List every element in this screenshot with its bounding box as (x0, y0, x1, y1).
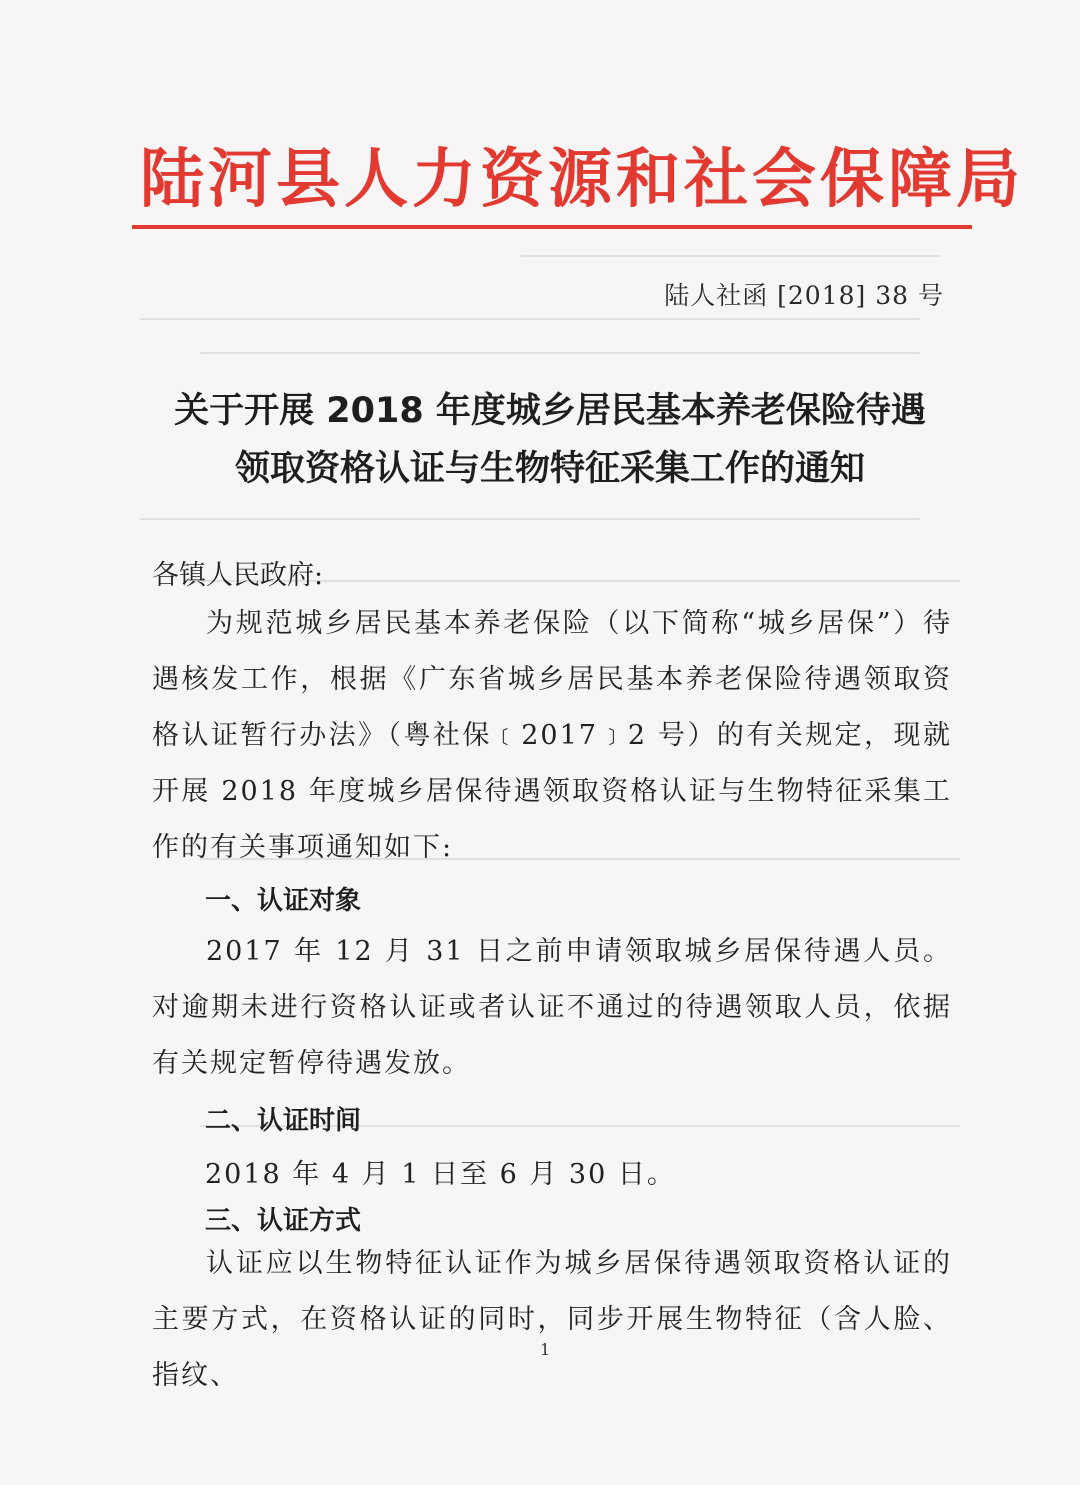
section-heading-3: 三、认证方式 (205, 1206, 362, 1236)
page-number: 1 (540, 1340, 551, 1359)
red-header-rule (132, 225, 972, 229)
section-heading-1: 一、认证对象 (205, 886, 362, 916)
document-title (130, 382, 970, 498)
issuer-header: 陆河县人力资源和社会保障局 (140, 142, 1024, 217)
bleed-through-line (140, 318, 920, 320)
section-text-2: 2018 年 4 月 1 日至 6 月 30 日。 (205, 1159, 676, 1190)
intro-paragraph: 为规范城乡居民基本养老保险（以下简称“城乡居保”）待遇核发工作，根据《广东省城乡居民基本养老保险待遇领取资格认证暂行办法》（粤社保﹝2017﹞2 号）的有关规定，现就开展 2018 年度城乡居保待遇领取资格认证与生物特征采集工作的有关事项通知如下: (152, 608, 952, 863)
section-heading-2: 二、认证时间 (205, 1106, 362, 1136)
bleed-through-line (200, 352, 920, 354)
document-number: 陆人社函 [2018] 38 号 (664, 281, 944, 310)
title-line-1: 关于开展 2018 年度城乡居民基本养老保险待遇 (174, 391, 926, 431)
bleed-through-line (140, 518, 920, 520)
section-text-3: 认证应以生物特征认证作为城乡居保待遇领取资格认证的主要方式，在资格认证的同时，同步开展生物特征（含人脸、指纹、 (152, 1248, 952, 1391)
bleed-through-line (520, 255, 940, 257)
salutation: 各镇人民政府: (152, 560, 324, 591)
title-line-2: 领取资格认证与生物特征采集工作的通知 (234, 449, 865, 489)
section-text-1: 2017 年 12 月 31 日之前申请领取城乡居保待遇人员。对逾期未进行资格认证或者认证不通过的待遇领取人员，依据有关规定暂停待遇发放。 (152, 936, 952, 1079)
